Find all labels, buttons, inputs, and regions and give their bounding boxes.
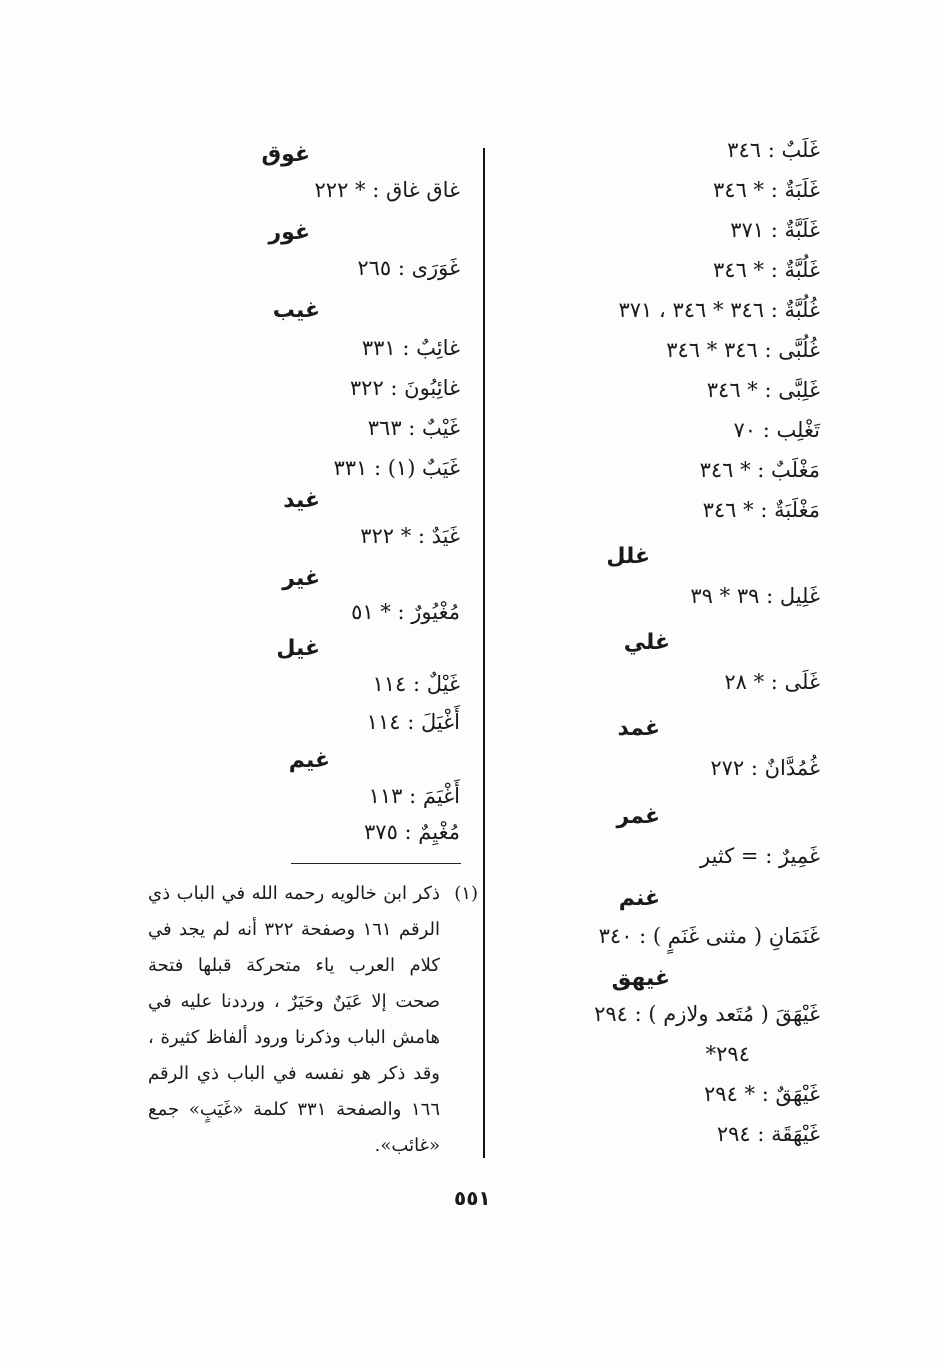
page-number: ٥٥١ bbox=[454, 1186, 491, 1210]
entry: غَيْهَقٌ : * ٢٩٤ bbox=[704, 1082, 820, 1106]
entry: تَغْلِب : ٧٠ bbox=[733, 418, 820, 442]
entry: غُلُبَّةٌ : ٣٤٦ * ٣٤٦ ، ٣٧١ bbox=[618, 298, 820, 322]
root-heading: غيب bbox=[272, 298, 320, 323]
root-heading: غيهق bbox=[611, 966, 670, 991]
entry: غَلِيل : ٣٩ * ٣٩ bbox=[690, 584, 820, 608]
entry: غَيْلٌ : ١١٤ bbox=[372, 672, 460, 696]
entry: غَلَبَةٌ : * ٣٤٦ bbox=[713, 178, 820, 202]
entry: غَيْبٌ : ٣٦٣ bbox=[367, 416, 460, 440]
root-heading: غنم bbox=[618, 886, 660, 911]
entry: مُغْيِمٌ : ٣٧٥ bbox=[364, 820, 460, 844]
entry: غائِبُونَ : ٣٢٢ bbox=[349, 376, 460, 400]
root-heading: غلل bbox=[606, 544, 650, 569]
root-heading: غيد bbox=[283, 488, 320, 513]
root-heading: غور bbox=[268, 220, 310, 245]
entry: ٢٩٤* bbox=[705, 1042, 750, 1066]
entry: غَيَدٌ : * ٣٢٢ bbox=[360, 524, 460, 548]
root-heading: غيم bbox=[288, 748, 330, 773]
footnote-rule bbox=[291, 863, 461, 864]
entry: أَغْيَلَ : ١١٤ bbox=[366, 710, 460, 734]
root-heading: غمر bbox=[616, 804, 660, 829]
root-heading: غمد bbox=[617, 716, 660, 741]
footnote bbox=[148, 876, 478, 1164]
entry: أَغْيَمَ : ١١٣ bbox=[368, 784, 460, 808]
root-heading: غوق bbox=[261, 142, 310, 167]
entry: غَوَرَى : ٢٦٥ bbox=[357, 256, 460, 280]
root-heading: غلي bbox=[623, 630, 670, 655]
entry: غَيْهَقَة : ٢٩٤ bbox=[716, 1122, 820, 1146]
root-heading: غير bbox=[282, 566, 320, 591]
entry: غائِبٌ : ٣٣١ bbox=[361, 336, 460, 360]
entry: غُلُبَّى : ٣٤٦ * ٣٤٦ bbox=[666, 338, 820, 362]
entry: غَلَبٌ : ٣٤٦ bbox=[727, 138, 820, 162]
entry: غَلَبَّةٌ : ٣٧١ bbox=[730, 218, 820, 242]
entry: مُغْيُورٌ : * ٥١ bbox=[351, 600, 460, 624]
footnote-text: ذكر ابن خالويه رحمه الله في الباب ذي الرقم ١٦١ وصفحة ٣٢٢ أنه لم يجد في كلام العرب ياء متحركة قبلها فتحة صحت إلا عَيَنٌ وحَيَرٌ ، ورددنا عليه في هامش الباب وذكرنا ورود ألفاظ كثيرة ، وقد ذكر هو نفسه في الباب ذي الرقم ١٦٦ والصفحة ٣٣١ كلمة «غَيَبٍ» جمع «غائب». bbox=[148, 883, 440, 1156]
entry: غَلُبَّةٌ : * ٣٤٦ bbox=[713, 258, 820, 282]
entry: غَمِيرٌ : = كثير bbox=[699, 844, 820, 868]
entry: غَيَبٌ (١) : ٣٣١ bbox=[333, 456, 460, 480]
entry: مَغْلَبٌ : * ٣٤٦ bbox=[699, 458, 820, 482]
entry: غَيْهَقَ ( مُتَعد ولازم ) : ٢٩٤ bbox=[594, 1002, 820, 1026]
column-divider bbox=[483, 148, 485, 1158]
entry: غاق غاق : * ٢٢٢ bbox=[314, 178, 460, 202]
entry: غَلَى : * ٢٨ bbox=[724, 670, 820, 694]
entry: غُمُدَّانٌ : ٢٧٢ bbox=[710, 756, 820, 780]
entry: غَلِبَّى : * ٣٤٦ bbox=[706, 378, 820, 402]
entry: غَنَمَانِ ( مثنى غَنَمٍ ) : ٣٤٠ bbox=[598, 924, 820, 948]
footnote-number: (١) bbox=[454, 883, 478, 904]
root-heading: غيل bbox=[276, 636, 320, 661]
entry: مَغْلَبَةٌ : * ٣٤٦ bbox=[702, 498, 820, 522]
